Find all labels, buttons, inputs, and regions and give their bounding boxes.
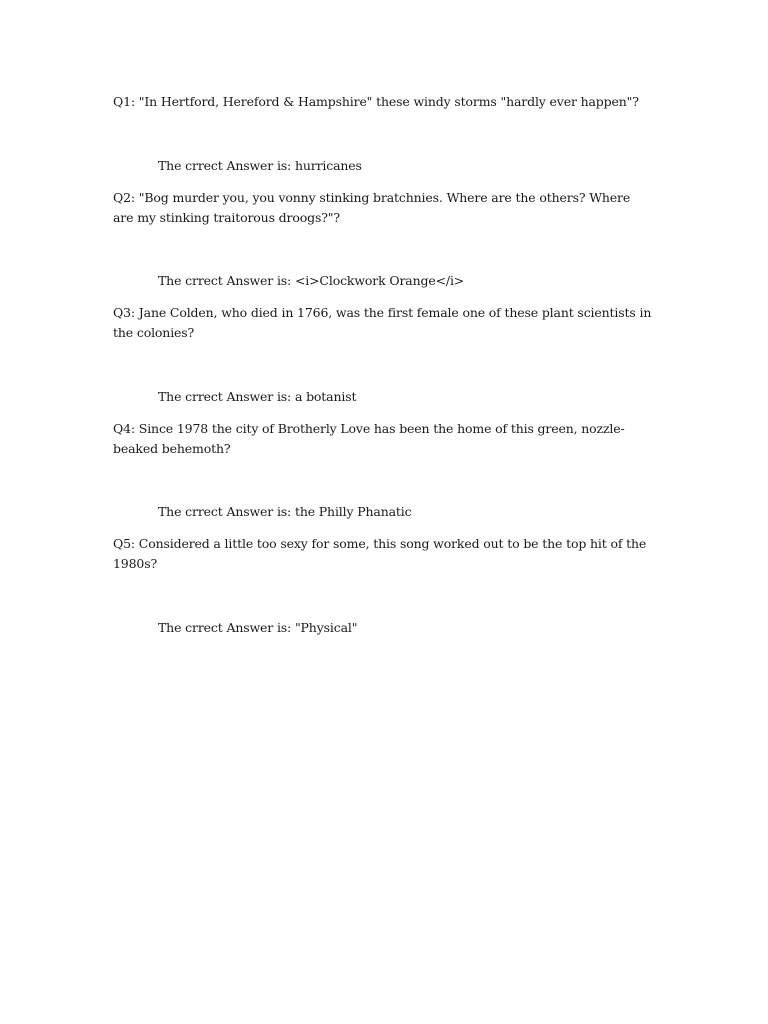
answer-text: The crrect Answer is: a botanist — [158, 389, 357, 404]
qa-item-2 — [113, 188, 653, 288]
question-text: Q2: "Bog murder you, you vonny stinking bratchnies. Where are the others? Where are my stinking traitorous droogs?"? — [113, 190, 631, 225]
qa-item-4 — [113, 419, 653, 519]
question-text: Q5: Considered a little too sexy for some, this song worked out to be the top hit of the 1980s? — [113, 536, 647, 571]
question-text: Q3: Jane Colden, who died in 1766, was the first female one of these plant scientists in the colonies? — [113, 305, 652, 340]
question-text: Q4: Since 1978 the city of Brotherly Love has been the home of this green, nozzle-beaked behemoth? — [113, 421, 625, 456]
answer-text: The crrect Answer is: "Physical" — [158, 620, 358, 635]
answer-text: The crrect Answer is: <i>Clockwork Orange</i> — [158, 273, 465, 288]
qa-item-3 — [113, 303, 653, 404]
qa-item-5 — [113, 534, 653, 635]
answer-text: The crrect Answer is: hurricanes — [158, 158, 362, 173]
qa-item-1 — [113, 92, 653, 173]
answer-text: The crrect Answer is: the Philly Phanatic — [158, 504, 412, 519]
question-text: Q1: "In Hertford, Hereford & Hampshire" these windy storms "hardly ever happen"? — [113, 94, 639, 109]
